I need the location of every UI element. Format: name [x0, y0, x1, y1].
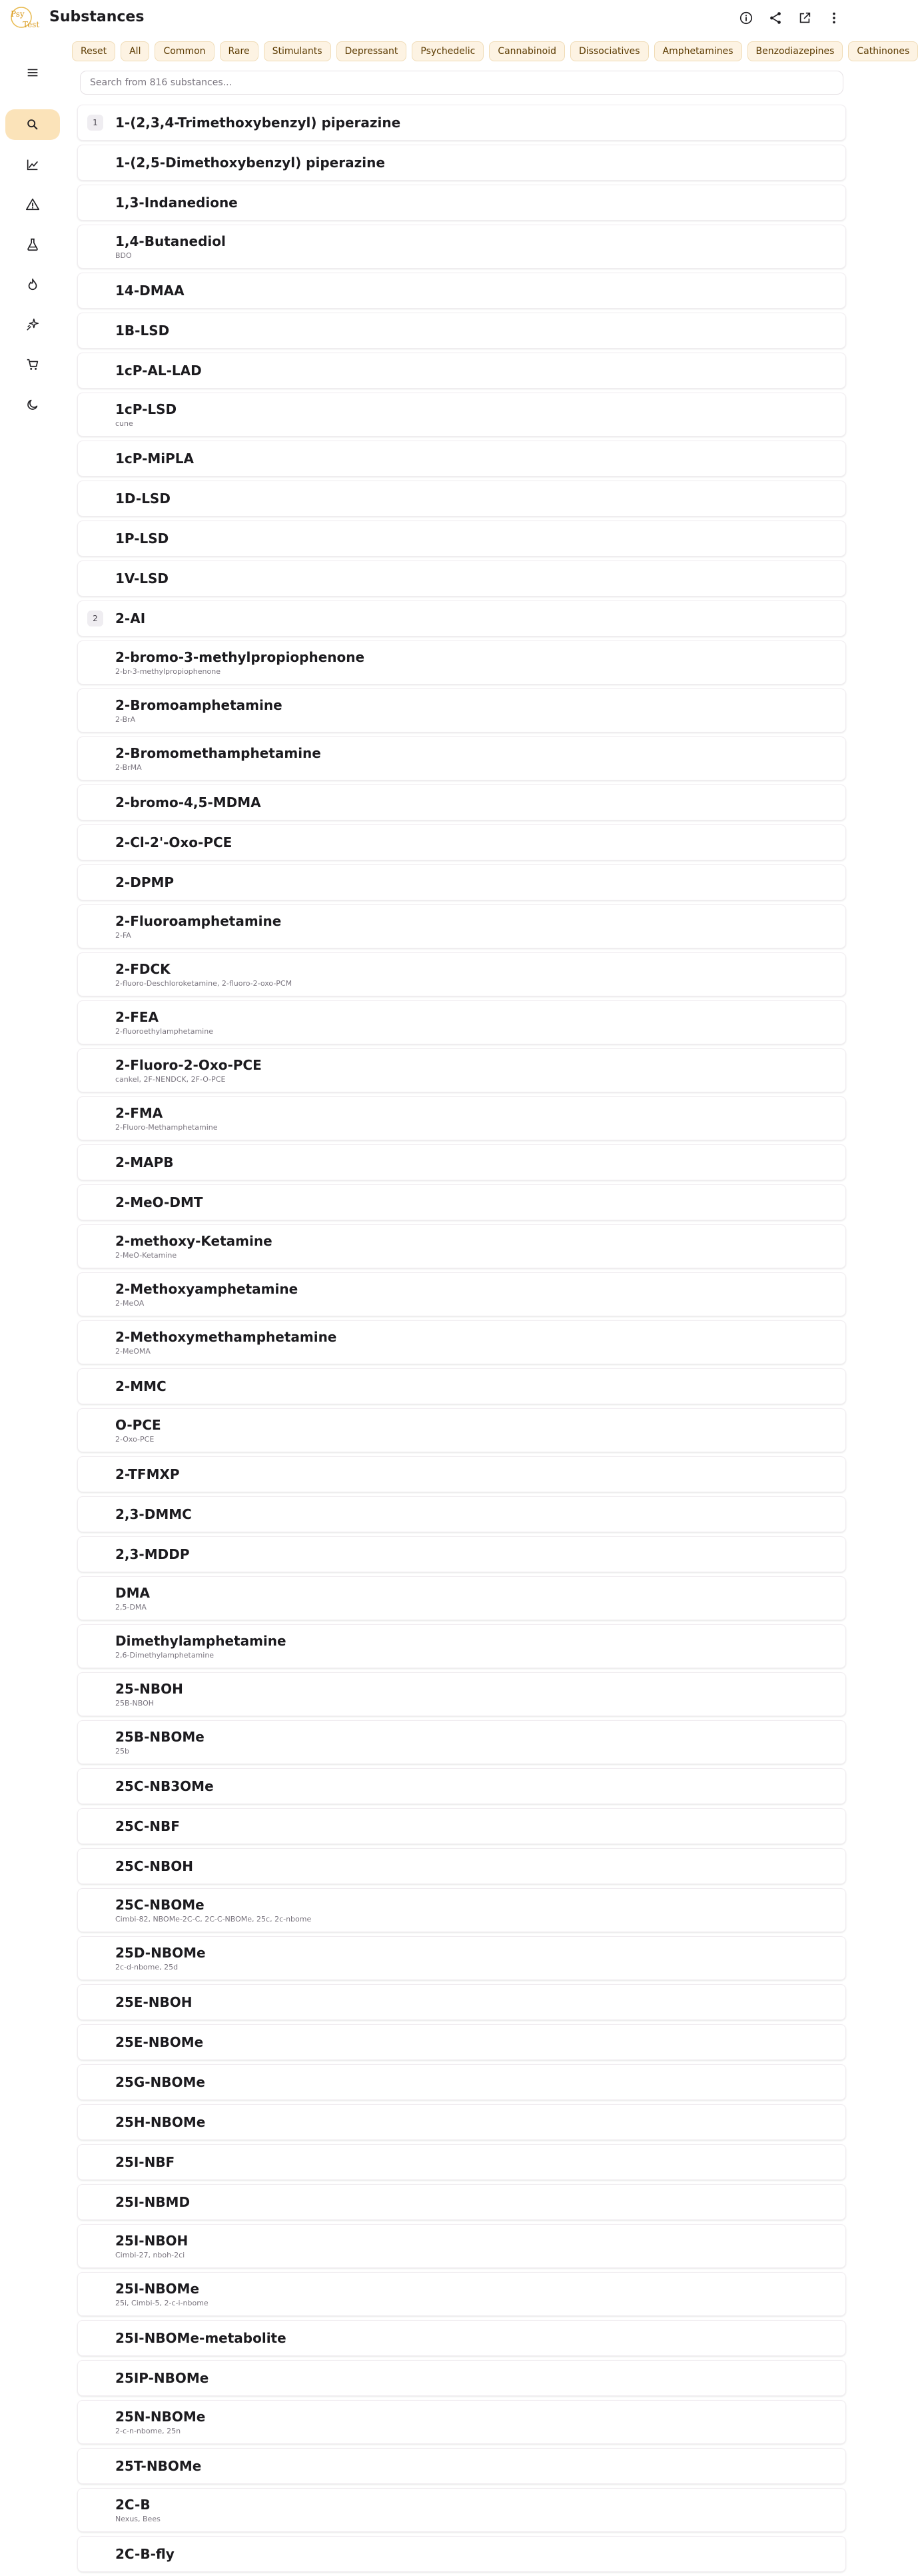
substance-list-item[interactable] [77, 1624, 846, 1668]
substance-name: 1cP-MiPLA [115, 451, 195, 467]
substance-aliases: 2-br-3-methylpropiophenone [115, 666, 221, 676]
substance-name: 25N-NBOMe [115, 2408, 206, 2425]
share-icon [768, 11, 783, 25]
substance-aliases: 2,5-DMA [115, 1602, 147, 1612]
substance-name: 25I-NBOMe [115, 2280, 200, 2297]
substance-name: 25H-NBOMe [115, 2114, 206, 2130]
substance-list-item[interactable] [77, 353, 846, 389]
substance-list-item[interactable] [77, 1984, 846, 2020]
page-title: Substances [49, 9, 145, 25]
substance-list-item[interactable] [77, 2224, 846, 2268]
substance-list-item[interactable] [77, 2400, 846, 2444]
substance-list-item[interactable] [77, 2536, 846, 2572]
substance-list-item[interactable] [77, 1408, 846, 1452]
substance-list-item[interactable] [77, 1536, 846, 1572]
substance-list-item[interactable] [77, 313, 846, 349]
substance-aliases: 25i, Cimbi-5, 2-c-i-nbome [115, 2298, 209, 2307]
substance-name: 25B-NBOMe [115, 1728, 205, 1745]
open-external-button[interactable] [793, 6, 817, 30]
substance-name: 2-bromo-4,5-MDMA [115, 794, 261, 810]
open-external-icon [797, 11, 812, 25]
substance-name: 2-methoxy-Ketamine [115, 1232, 272, 1249]
sparkle-icon [25, 317, 40, 332]
substance-aliases: 2-Oxo-PCE [115, 1434, 155, 1444]
rail-shop[interactable] [5, 349, 60, 380]
substance-name: 1,4-Butanediol [115, 233, 226, 249]
substance-list-item[interactable] [77, 561, 846, 597]
section-index-badge: 2 [87, 611, 103, 627]
cart-icon [25, 357, 40, 372]
substance-name: 25C-NBF [115, 1818, 180, 1834]
share-button[interactable] [763, 6, 787, 30]
filter-chip-stimulants[interactable]: Stimulants [264, 41, 331, 61]
substance-list-item[interactable] [77, 2184, 846, 2220]
substance-list-item[interactable] [77, 1320, 846, 1364]
substance-name: 25I-NBOMe-metabolite [115, 2330, 286, 2346]
substance-name: Dimethylamphetamine [115, 1632, 286, 1649]
logo-text-top: Psy [11, 9, 25, 19]
substance-name: 2-AI [115, 611, 146, 627]
substance-aliases: 2-MeOA [115, 1298, 145, 1308]
substance-name: 25IP-NBOMe [115, 2370, 209, 2386]
substance-name: 2-bromo-3-methylpropiophenone [115, 648, 365, 665]
substance-name: 2-FEA [115, 1008, 159, 1025]
substance-name: 25I-NBMD [115, 2194, 191, 2210]
rail-stats[interactable] [5, 149, 60, 180]
filter-chips [72, 41, 910, 64]
flask-icon [25, 237, 40, 252]
chart-icon [25, 157, 40, 172]
substance-list-item[interactable] [77, 601, 846, 637]
substance-name: 1P-LSD [115, 531, 169, 547]
more-vert-icon [827, 11, 841, 25]
substance-name: 25E-NBOH [115, 1994, 193, 2010]
substance-name: 25C-NBOH [115, 1858, 193, 1874]
substance-name: 25G-NBOMe [115, 2074, 205, 2090]
rail-experiences[interactable] [5, 309, 60, 340]
substance-list-item[interactable] [77, 2104, 846, 2140]
substance-name: 25I-NBOH [115, 2232, 189, 2249]
substance-name: 1B-LSD [115, 323, 170, 339]
filter-chip-common[interactable]: Common [155, 41, 214, 61]
rail-menu[interactable] [5, 57, 60, 88]
substance-aliases: 2-MeOMA [115, 1346, 151, 1356]
substance-list-item[interactable] [77, 2320, 846, 2356]
warning-icon [25, 197, 40, 212]
substance-list-item[interactable] [77, 1224, 846, 1268]
substance-name: 1-(2,3,4-Trimethoxybenzyl) piperazine [115, 115, 401, 131]
substance-list-item[interactable] [77, 1368, 846, 1404]
substance-name: 2-Methoxymethamphetamine [115, 1328, 337, 1345]
substance-list-item[interactable] [77, 1144, 846, 1180]
substance-name: 25D-NBOMe [115, 1944, 206, 1961]
substance-name: 1-(2,5-Dimethoxybenzyl) piperazine [115, 155, 385, 171]
substance-name: 1D-LSD [115, 491, 171, 507]
filter-chip-reset[interactable]: Reset [72, 41, 115, 61]
rail-trending[interactable] [5, 269, 60, 300]
substance-list-item[interactable] [77, 824, 846, 860]
substance-list-item[interactable] [77, 393, 846, 437]
substance-list-item[interactable] [77, 952, 846, 996]
substance-name: 2-TFMXP [115, 1466, 180, 1482]
substance-list-item[interactable] [77, 736, 846, 780]
substance-list-item[interactable] [77, 481, 846, 517]
substance-list-item[interactable] [77, 1888, 846, 1932]
substance-aliases: cankel, 2F-NENDCK, 2F-O-PCE [115, 1074, 226, 1084]
filter-chip-depressant[interactable]: Depressant [336, 41, 407, 61]
substance-list-item[interactable] [77, 1456, 846, 1492]
substance-name: 2-Bromomethamphetamine [115, 744, 321, 761]
filter-chip-rare[interactable]: Rare [220, 41, 258, 61]
substance-list-item[interactable] [77, 2144, 846, 2180]
substance-list-item[interactable] [77, 1184, 846, 1220]
search-icon [25, 117, 40, 132]
search-input[interactable] [80, 71, 843, 95]
rail-search[interactable] [5, 109, 60, 140]
substance-list-item[interactable] [77, 441, 846, 477]
substance-name: 1cP-AL-LAD [115, 363, 202, 379]
more-options-button[interactable] [822, 6, 846, 30]
substance-aliases: 2-fluoroethylamphetamine [115, 1026, 213, 1036]
rail-dark-mode[interactable] [5, 389, 60, 420]
substance-name: 2-MMC [115, 1378, 167, 1394]
substance-aliases: cune [115, 419, 133, 428]
substance-aliases: Cimbi-82, NBOMe-2C-C, 2C-C-NBOMe, 25c, 2c-nbome [115, 1914, 312, 1924]
substance-list-item[interactable] [77, 225, 846, 269]
app-logo [8, 4, 44, 32]
substance-name: 25-NBOH [115, 1680, 183, 1697]
substance-list-item[interactable] [77, 1000, 846, 1044]
info-icon [739, 11, 753, 25]
substance-list-item[interactable] [77, 1496, 846, 1532]
menu-icon [25, 65, 40, 80]
filter-chip-cathinones[interactable]: Cathinones [848, 41, 918, 61]
substance-name: 14-DMAA [115, 283, 185, 299]
substance-name: 25C-NBOMe [115, 1896, 205, 1913]
substance-name: 1,3-Indanedione [115, 195, 238, 211]
substance-name: DMA [115, 1584, 150, 1601]
substance-list-item[interactable] [77, 185, 846, 221]
substance-name: 25C-NB3OMe [115, 1778, 214, 1794]
substance-list-item[interactable] [77, 688, 846, 732]
substance-list-item[interactable] [77, 1096, 846, 1140]
substance-aliases: Cimbi-27, nboh-2ci [115, 2250, 185, 2259]
substance-list-item[interactable] [77, 641, 846, 684]
substance-list-item[interactable] [77, 2448, 846, 2484]
substance-list-item[interactable] [77, 904, 846, 948]
substance-name: 2-Fluoroamphetamine [115, 912, 282, 929]
substance-list-item[interactable] [77, 2360, 846, 2396]
substance-aliases: 2-MeO-Ketamine [115, 1250, 177, 1260]
flame-icon [25, 277, 40, 292]
substance-name: 1cP-LSD [115, 401, 177, 417]
substance-name: 1V-LSD [115, 571, 169, 587]
substance-aliases: 2-fluoro-Deschloroketamine, 2-fluoro-2-oxo-PCM [115, 978, 292, 988]
substance-list-item[interactable] [77, 1768, 846, 1804]
substance-name: 2-Bromoamphetamine [115, 696, 282, 713]
filter-chip-amphetamines[interactable]: Amphetamines [654, 41, 742, 61]
substance-name: 2-Methoxyamphetamine [115, 1280, 298, 1297]
substance-list-item[interactable] [77, 1720, 846, 1764]
substance-name: 25E-NBOMe [115, 2034, 204, 2050]
substance-name: O-PCE [115, 1416, 161, 1433]
substance-aliases: 2-FA [115, 930, 131, 940]
substance-list-item[interactable] [77, 864, 846, 900]
substance-aliases: 25B-NBOH [115, 1698, 155, 1708]
filter-chip-psychedelic[interactable]: Psychedelic [412, 41, 484, 61]
substance-list-item[interactable] [77, 784, 846, 820]
substance-list-item[interactable] [77, 1576, 846, 1620]
filter-chip-all[interactable]: All [121, 41, 149, 61]
moon-icon [25, 397, 40, 412]
substance-aliases: BDO [115, 251, 132, 260]
substance-list-item[interactable] [77, 2024, 846, 2060]
substance-list-item[interactable] [77, 145, 846, 181]
substance-name: 2-DPMP [115, 874, 175, 890]
info-button[interactable] [734, 6, 758, 30]
substance-list-item[interactable] [77, 1272, 846, 1316]
rail-lab[interactable] [5, 229, 60, 260]
substance-list [77, 105, 846, 2576]
logo-text-bottom: Test [23, 20, 40, 29]
substance-name: 2-Fluoro-2-Oxo-PCE [115, 1056, 262, 1073]
substance-name: 2-FDCK [115, 960, 171, 977]
substance-list-item[interactable] [77, 2064, 846, 2100]
substance-aliases: 2-BrMA [115, 762, 142, 772]
top-app-bar [0, 0, 855, 36]
rail-warnings[interactable] [5, 189, 60, 220]
substance-aliases: 2c-d-nbome, 25d [115, 1962, 179, 1971]
substance-name: 2,3-DMMC [115, 1506, 192, 1522]
substance-name: 2-MeO-DMT [115, 1194, 203, 1210]
substance-name: 2-Cl-2'-Oxo-PCE [115, 834, 232, 850]
substance-aliases: 25b [115, 1746, 129, 1756]
substance-list-item[interactable] [77, 2488, 846, 2532]
substance-list-item[interactable] [77, 1048, 846, 1092]
substance-aliases: 2-BrA [115, 714, 136, 724]
substance-list-item[interactable] [77, 521, 846, 557]
substance-name: 2-MAPB [115, 1154, 174, 1170]
substance-name: 2,3-MDDP [115, 1546, 190, 1562]
filter-chip-dissociatives[interactable]: Dissociatives [570, 41, 649, 61]
substance-aliases: 2-c-n-nbome, 25n [115, 2426, 181, 2435]
substance-aliases: 2-Fluoro-Methamphetamine [115, 1122, 218, 1132]
substance-aliases: 2,6-Dimethylamphetamine [115, 1650, 215, 1660]
substance-name: 2C-B-fly [115, 2546, 175, 2562]
filter-chip-cannabinoid[interactable]: Cannabinoid [489, 41, 565, 61]
substance-list-item[interactable] [77, 2272, 846, 2316]
substance-list-item[interactable] [77, 1672, 846, 1716]
substance-name: 2C-B [115, 2496, 151, 2513]
substance-list-item[interactable] [77, 1848, 846, 1884]
navigation-rail [0, 36, 64, 2567]
substance-list-item[interactable] [77, 1936, 846, 1980]
substance-list-item[interactable] [77, 1808, 846, 1844]
filter-chip-benzodiazepines[interactable]: Benzodiazepines [747, 41, 843, 61]
substance-aliases: Nexus, Bees [115, 2514, 161, 2523]
substance-list-item[interactable] [77, 273, 846, 309]
section-index-badge: 1 [87, 115, 103, 131]
substance-name: 25I-NBF [115, 2154, 175, 2170]
substance-list-item[interactable] [77, 105, 846, 141]
substance-name: 25T-NBOMe [115, 2458, 202, 2474]
substance-name: 2-FMA [115, 1104, 163, 1121]
